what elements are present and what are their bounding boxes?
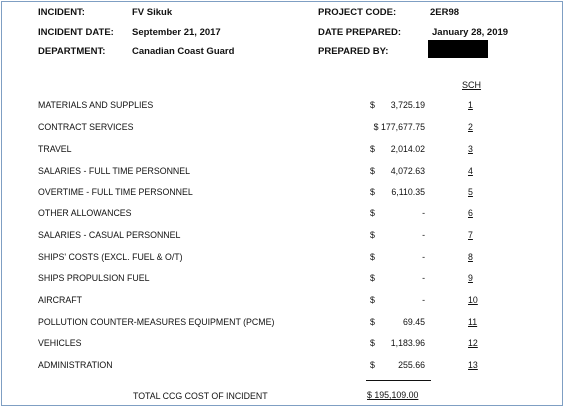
row-label: TRAVEL — [38, 144, 72, 154]
prepared-by-label: PREPARED BY: — [318, 46, 389, 57]
total-amount: $ 195,109.00 — [367, 390, 419, 400]
row-schedule-number: 13 — [468, 360, 478, 370]
row-schedule-number: 4 — [468, 166, 473, 176]
date-prepared-label: DATE PREPARED: — [318, 27, 402, 38]
row-amount: - — [422, 230, 425, 240]
row-schedule-number: 12 — [468, 338, 478, 348]
incident-date-label: INCIDENT DATE: — [38, 27, 114, 38]
row-label: SALARIES - CASUAL PERSONNEL — [38, 230, 181, 240]
row-label: AIRCRAFT — [38, 295, 82, 305]
row-currency: $ — [370, 230, 375, 240]
table-row — [0, 360, 566, 374]
row-label: VEHICLES — [38, 338, 82, 348]
department-label: DEPARTMENT: — [38, 46, 106, 57]
row-schedule-number: 1 — [468, 100, 473, 110]
project-code-label: PROJECT CODE: — [318, 7, 397, 18]
row-schedule-number: 6 — [468, 208, 473, 218]
row-schedule-number: 7 — [468, 230, 473, 240]
row-currency: $ — [370, 187, 375, 197]
table-row — [0, 230, 566, 244]
row-schedule-number: 10 — [468, 295, 478, 305]
row-currency: $ — [370, 100, 375, 110]
table-row — [0, 144, 566, 158]
row-amount: - — [422, 295, 425, 305]
row-currency: $ — [370, 317, 375, 327]
table-row — [0, 273, 566, 287]
row-currency: $ — [370, 360, 375, 370]
row-label: ADMINISTRATION — [38, 360, 113, 370]
row-amount: $ 177,677.75 — [373, 122, 425, 132]
row-label: POLLUTION COUNTER-MEASURES EQUIPMENT (PCME) — [38, 317, 275, 327]
incident-value: FV Sikuk — [132, 7, 173, 18]
department-value: Canadian Coast Guard — [132, 46, 235, 57]
row-amount: 3,725.19 — [390, 100, 425, 110]
row-currency: $ — [370, 166, 375, 176]
sch-column-header: SCH — [462, 80, 482, 90]
row-amount: 255.66 — [398, 360, 425, 370]
table-row — [0, 208, 566, 222]
total-rule — [366, 380, 431, 381]
table-row — [0, 122, 566, 136]
row-amount: 1,183.96 — [390, 338, 425, 348]
incident-date-value: September 21, 2017 — [132, 27, 221, 38]
date-prepared-value: January 28, 2019 — [432, 27, 509, 38]
row-label: OVERTIME - FULL TIME PERSONNEL — [38, 187, 193, 197]
row-currency: $ — [370, 144, 375, 154]
row-currency: $ — [370, 252, 375, 262]
row-amount: 6,110.35 — [391, 187, 425, 197]
row-label: OTHER ALLOWANCES — [38, 208, 132, 218]
row-schedule-number: 2 — [468, 122, 473, 132]
row-amount: - — [422, 273, 425, 283]
table-row — [0, 338, 566, 352]
row-currency: $ — [370, 295, 375, 305]
row-schedule-number: 11 — [468, 317, 478, 327]
row-schedule-number: 3 — [468, 144, 473, 154]
project-code-value: 2ER98 — [430, 7, 460, 18]
row-schedule-number: 5 — [468, 187, 473, 197]
table-row — [0, 252, 566, 266]
table-row — [0, 295, 566, 309]
incident-label: INCIDENT: — [38, 7, 85, 18]
row-schedule-number: 9 — [468, 273, 473, 283]
table-row — [0, 100, 566, 114]
row-currency: $ — [370, 208, 375, 218]
row-label: MATERIALS AND SUPPLIES — [38, 100, 154, 110]
row-amount: 2,014.02 — [390, 144, 425, 154]
row-label: CONTRACT SERVICES — [38, 122, 134, 132]
row-currency: $ — [370, 338, 375, 348]
row-amount: - — [422, 252, 425, 262]
total-label: TOTAL CCG COST OF INCIDENT — [133, 391, 268, 401]
row-label: SHIPS PROPULSION FUEL — [38, 273, 150, 283]
table-row — [0, 317, 566, 331]
row-amount: - — [422, 208, 425, 218]
row-amount: 69.45 — [402, 317, 425, 327]
table-row — [0, 166, 566, 180]
row-label: SHIPS' COSTS (EXCL. FUEL & O/T) — [38, 252, 183, 262]
row-amount: 4,072.63 — [390, 166, 425, 176]
row-schedule-number: 8 — [468, 252, 473, 262]
row-label: SALARIES - FULL TIME PERSONNEL — [38, 166, 191, 176]
row-currency: $ — [370, 273, 375, 283]
table-row — [0, 187, 566, 201]
redaction-block — [428, 40, 488, 58]
